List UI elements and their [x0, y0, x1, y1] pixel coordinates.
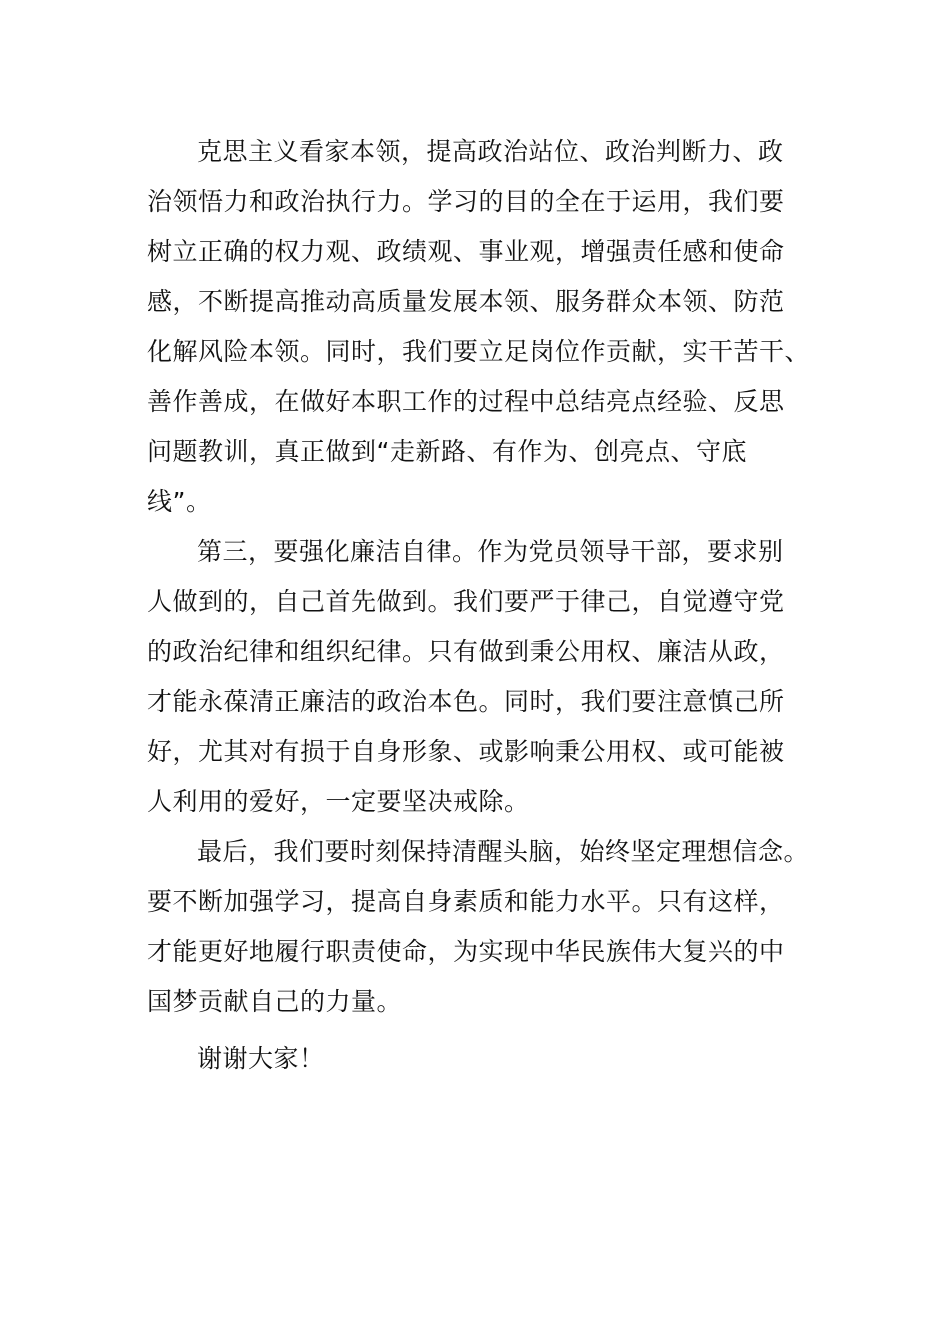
paragraph-integrity: [147, 527, 807, 827]
paragraph-thanks: [147, 1034, 807, 1084]
text-line: 线”。: [147, 487, 212, 516]
text-line: 的政治纪律和组织纪律。只有做到秉公用权、廉洁从政，: [147, 637, 785, 666]
text-line: 问题教训，真正做到“走新路、有作为、创亮点、守底: [147, 437, 747, 466]
text-line: 克思主义看家本领，提高政治站位、政治判断力、政: [197, 137, 784, 166]
text-line: 树立正确的权力观、政绩观、事业观，增强责任感和使命: [147, 237, 785, 266]
text-line: 治领悟力和政治执行力。学习的目的全在于运用，我们要: [147, 187, 785, 216]
text-line: 善作善成，在做好本职工作的过程中总结亮点经验、反思: [147, 387, 785, 416]
text-line: 才能永葆清正廉洁的政治本色。同时，我们要注意慎己所: [147, 687, 785, 716]
text-line: 才能更好地履行职责使命，为实现中华民族伟大复兴的中: [147, 937, 785, 966]
text-line: 要不断加强学习，提高自身素质和能力水平。只有这样，: [147, 887, 785, 916]
text-line: 谢谢大家！: [197, 1044, 325, 1073]
text-line: 最后，我们要时刻保持清醒头脑，始终坚定理想信念。: [197, 837, 810, 866]
text-line: 感，不断提高推动高质量发展本领、服务群众本领、防范: [147, 287, 785, 316]
text-line: 人做到的，自己首先做到。我们要严于律己，自觉遵守党: [147, 587, 785, 616]
text-line: 国梦贡献自己的力量。: [147, 987, 403, 1016]
paragraph-conclusion: [147, 827, 810, 1027]
text-line: 第三，要强化廉洁自律。作为党员领导干部，要求别: [197, 537, 784, 566]
document-page: [147, 127, 811, 1084]
text-line: 化解风险本领。同时，我们要立足岗位作贡献，实干苦干、: [147, 337, 811, 366]
text-line: 好，尤其对有损于自身形象、或影响秉公用权、或可能被: [147, 737, 785, 766]
paragraph-abilities: [147, 127, 811, 527]
text-line: 人利用的爱好，一定要坚决戒除。: [147, 787, 530, 816]
